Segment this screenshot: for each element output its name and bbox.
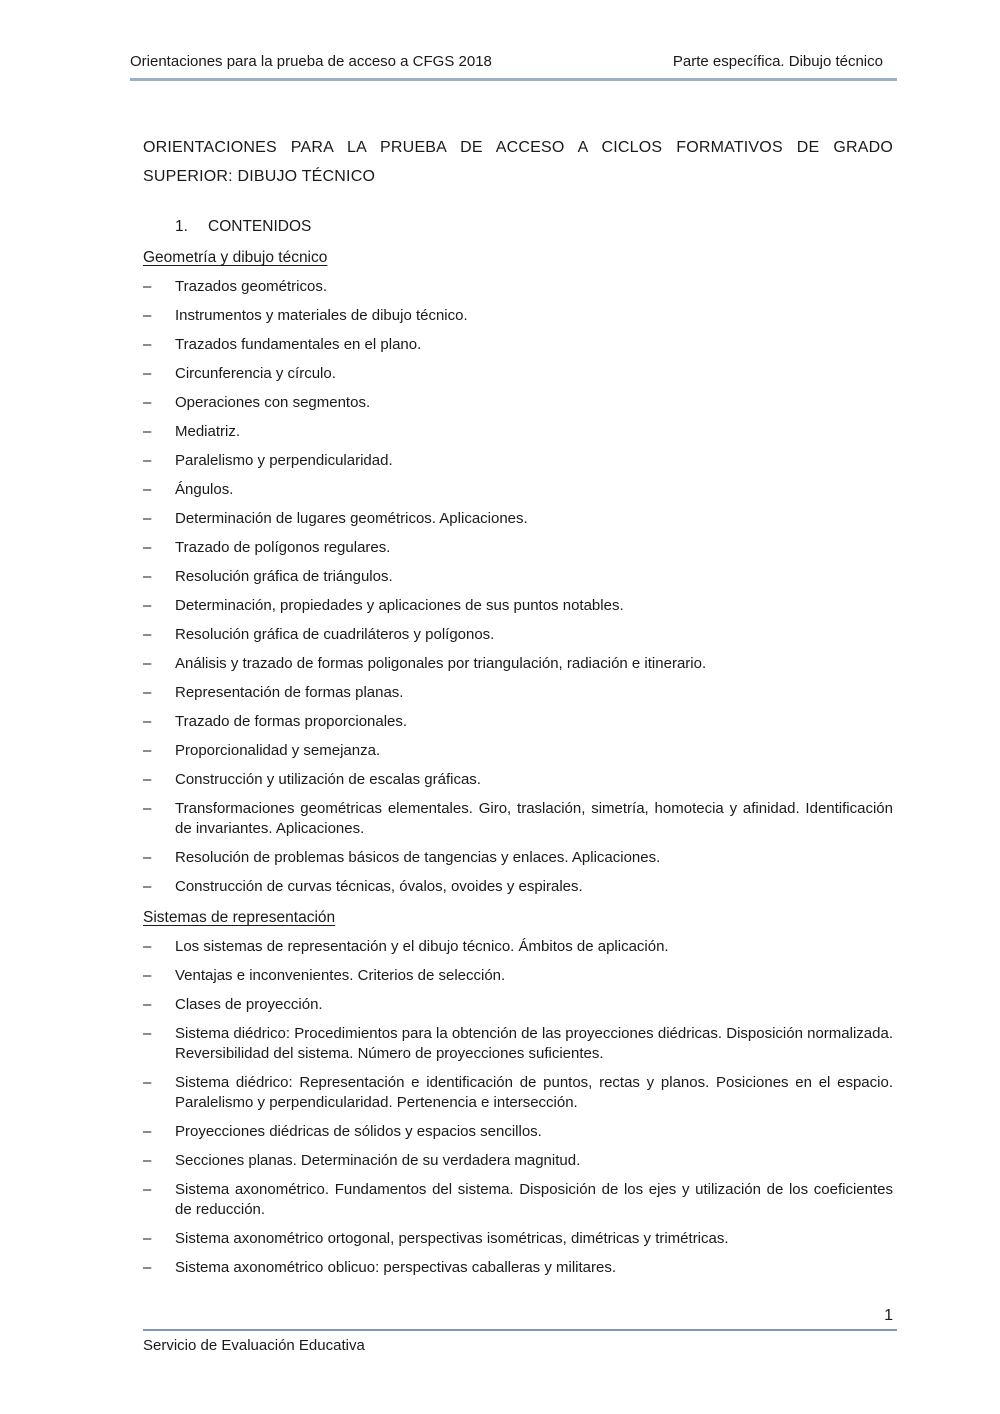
dash-bullet: – (143, 1230, 152, 1247)
list-item (143, 277, 893, 297)
list-item-text: Resolución gráfica de cuadriláteros y polígonos. (175, 626, 495, 643)
list-item (143, 654, 893, 674)
list-item (143, 877, 893, 897)
list-item (143, 625, 893, 645)
list-item-text: Ventajas e inconvenientes. Criterios de selección. (175, 967, 506, 984)
dash-bullet: – (143, 539, 152, 556)
dash-bullet: – (143, 800, 152, 817)
dash-bullet: – (143, 510, 152, 527)
dash-bullet: – (143, 278, 152, 295)
page-content (143, 133, 893, 1278)
dash-bullet: – (143, 655, 152, 672)
list-item-text: Ángulos. (175, 481, 234, 498)
list-item (143, 422, 893, 442)
dash-bullet: – (143, 1259, 152, 1276)
section-subheading: Sistemas de representación (143, 909, 336, 926)
dash-bullet: – (143, 626, 152, 643)
list-item (143, 567, 893, 587)
list-item-text: Construcción de curvas técnicas, óvalos, ovoides y espirales. (175, 878, 583, 895)
dash-bullet: – (143, 996, 152, 1013)
list-item (143, 509, 893, 529)
dash-bullet: – (143, 307, 152, 324)
list-item-text: Resolución gráfica de triángulos. (175, 568, 393, 585)
section-subheading: Geometría y dibujo técnico (143, 249, 328, 266)
list-item-text: Clases de proyección. (175, 996, 323, 1013)
list-item (143, 1229, 893, 1249)
list-item-text: Instrumentos y materiales de dibujo técnico. (175, 307, 468, 324)
list-item (143, 712, 893, 732)
dash-bullet: – (143, 742, 152, 759)
list-item (143, 1180, 893, 1220)
content-list (143, 217, 893, 1278)
list-item (143, 1258, 893, 1278)
list-item-text: Trazado de formas proporcionales. (175, 713, 408, 730)
list-item-text: Sistema axonométrico. Fundamentos del sistema. Disposición de los ejes y utilización de los coeficientes de reducción. (175, 1181, 893, 1218)
list-item-text: Proyecciones diédricas de sólidos y espacios sencillos. (175, 1123, 542, 1140)
dash-bullet: – (143, 849, 152, 866)
dash-bullet: – (143, 967, 152, 984)
list-item-text: Sistema axonométrico oblicuo: perspectivas caballeras y militares. (175, 1259, 617, 1276)
list-item (143, 848, 893, 868)
document-title-line-2: SUPERIOR: DIBUJO TÉCNICO (143, 168, 376, 185)
list-item (143, 451, 893, 471)
dash-bullet: – (143, 481, 152, 498)
list-item (143, 741, 893, 761)
list-item-text: Construcción y utilización de escalas gráficas. (175, 771, 481, 788)
list-item-text: Circunferencia y círculo. (175, 365, 336, 382)
list-item (143, 1073, 893, 1113)
list-item (143, 538, 893, 558)
dash-bullet: – (143, 684, 152, 701)
page-header (130, 53, 897, 81)
dash-bullet: – (143, 938, 152, 955)
dash-bullet: – (143, 713, 152, 730)
list-item (143, 995, 893, 1015)
dash-bullet: – (143, 1025, 152, 1042)
list-item (143, 770, 893, 790)
list-item-text: Los sistemas de representación y el dibujo técnico. Ámbitos de aplicación. (175, 938, 669, 955)
dash-bullet: – (143, 1123, 152, 1140)
dash-bullet: – (143, 568, 152, 585)
list-item (143, 799, 893, 839)
list-item (143, 683, 893, 703)
heading-number: 1. (175, 218, 188, 235)
dash-bullet: – (143, 771, 152, 788)
dash-bullet: – (143, 336, 152, 353)
dash-bullet: – (143, 1181, 152, 1198)
list-item (143, 480, 893, 500)
dash-bullet: – (143, 423, 152, 440)
list-item (143, 393, 893, 413)
dash-bullet: – (143, 365, 152, 382)
list-item-text: Determinación, propiedades y aplicaciones de sus puntos notables. (175, 597, 624, 614)
dash-bullet: – (143, 394, 152, 411)
list-item-text: Mediatriz. (175, 423, 241, 440)
list-item (143, 364, 893, 384)
list-item-text: Proporcionalidad y semejanza. (175, 742, 381, 759)
list-item-text: Paralelismo y perpendicularidad. (175, 452, 393, 469)
dash-bullet: – (143, 597, 152, 614)
list-item-text: Secciones planas. Determinación de su verdadera magnitud. (175, 1152, 581, 1169)
page-number: 1 (884, 1307, 893, 1324)
list-item-text: Operaciones con segmentos. (175, 394, 371, 411)
dash-bullet: – (143, 1152, 152, 1169)
list-item (143, 1024, 893, 1064)
list-item-text: Trazado de polígonos regulares. (175, 539, 391, 556)
heading-text: CONTENIDOS (208, 218, 312, 235)
list-item-text: Determinación de lugares geométricos. Aplicaciones. (175, 510, 528, 527)
list-item (143, 596, 893, 616)
list-item-text: Sistema diédrico: Representación e identificación de puntos, rectas y planos. Posiciones en el espacio. Paralelismo y perpendicularidad. Pertenencia e intersección. (175, 1074, 893, 1111)
list-item-text: Transformaciones geométricas elementales. Giro, traslación, simetría, homotecia y afinidad. Identificación de invariantes. Aplicaciones. (175, 800, 893, 837)
list-item-text: Representación de formas planas. (175, 684, 404, 701)
dash-bullet: – (143, 452, 152, 469)
list-item-text: Trazados geométricos. (175, 278, 328, 295)
page-footer (143, 1303, 897, 1355)
list-item (143, 937, 893, 957)
list-item (143, 1151, 893, 1171)
footer-text: Servicio de Evaluación Educativa (143, 1337, 365, 1354)
list-item (143, 966, 893, 986)
list-item-text: Resolución de problemas básicos de tangencias y enlaces. Aplicaciones. (175, 849, 661, 866)
dash-bullet: – (143, 1074, 152, 1091)
list-item (143, 335, 893, 355)
list-item-text: Sistema diédrico: Procedimientos para la obtención de las proyecciones diédricas. Disposición normalizada. Reversibilidad del sistema. Número de proyecciones suficientes. (175, 1025, 893, 1062)
dash-bullet: – (143, 878, 152, 895)
header-right-text: Parte específica. Dibujo técnico (672, 53, 883, 70)
list-item-text: Análisis y trazado de formas poligonales por triangulación, radiación e itinerario. (175, 655, 707, 672)
numbered-heading (175, 217, 893, 237)
header-left-text: Orientaciones para la prueba de acceso a CFGS 2018 (130, 53, 492, 70)
list-item-text: Trazados fundamentales en el plano. (175, 336, 422, 353)
document-title-line-1: ORIENTACIONES PARA LA PRUEBA DE ACCESO A CICLOS FORMATIVOS DE GRADO (143, 139, 893, 156)
list-item (143, 306, 893, 326)
list-item-text: Sistema axonométrico ortogonal, perspectivas isométricas, dimétricas y trimétricas. (175, 1230, 729, 1247)
list-item (143, 1122, 893, 1142)
